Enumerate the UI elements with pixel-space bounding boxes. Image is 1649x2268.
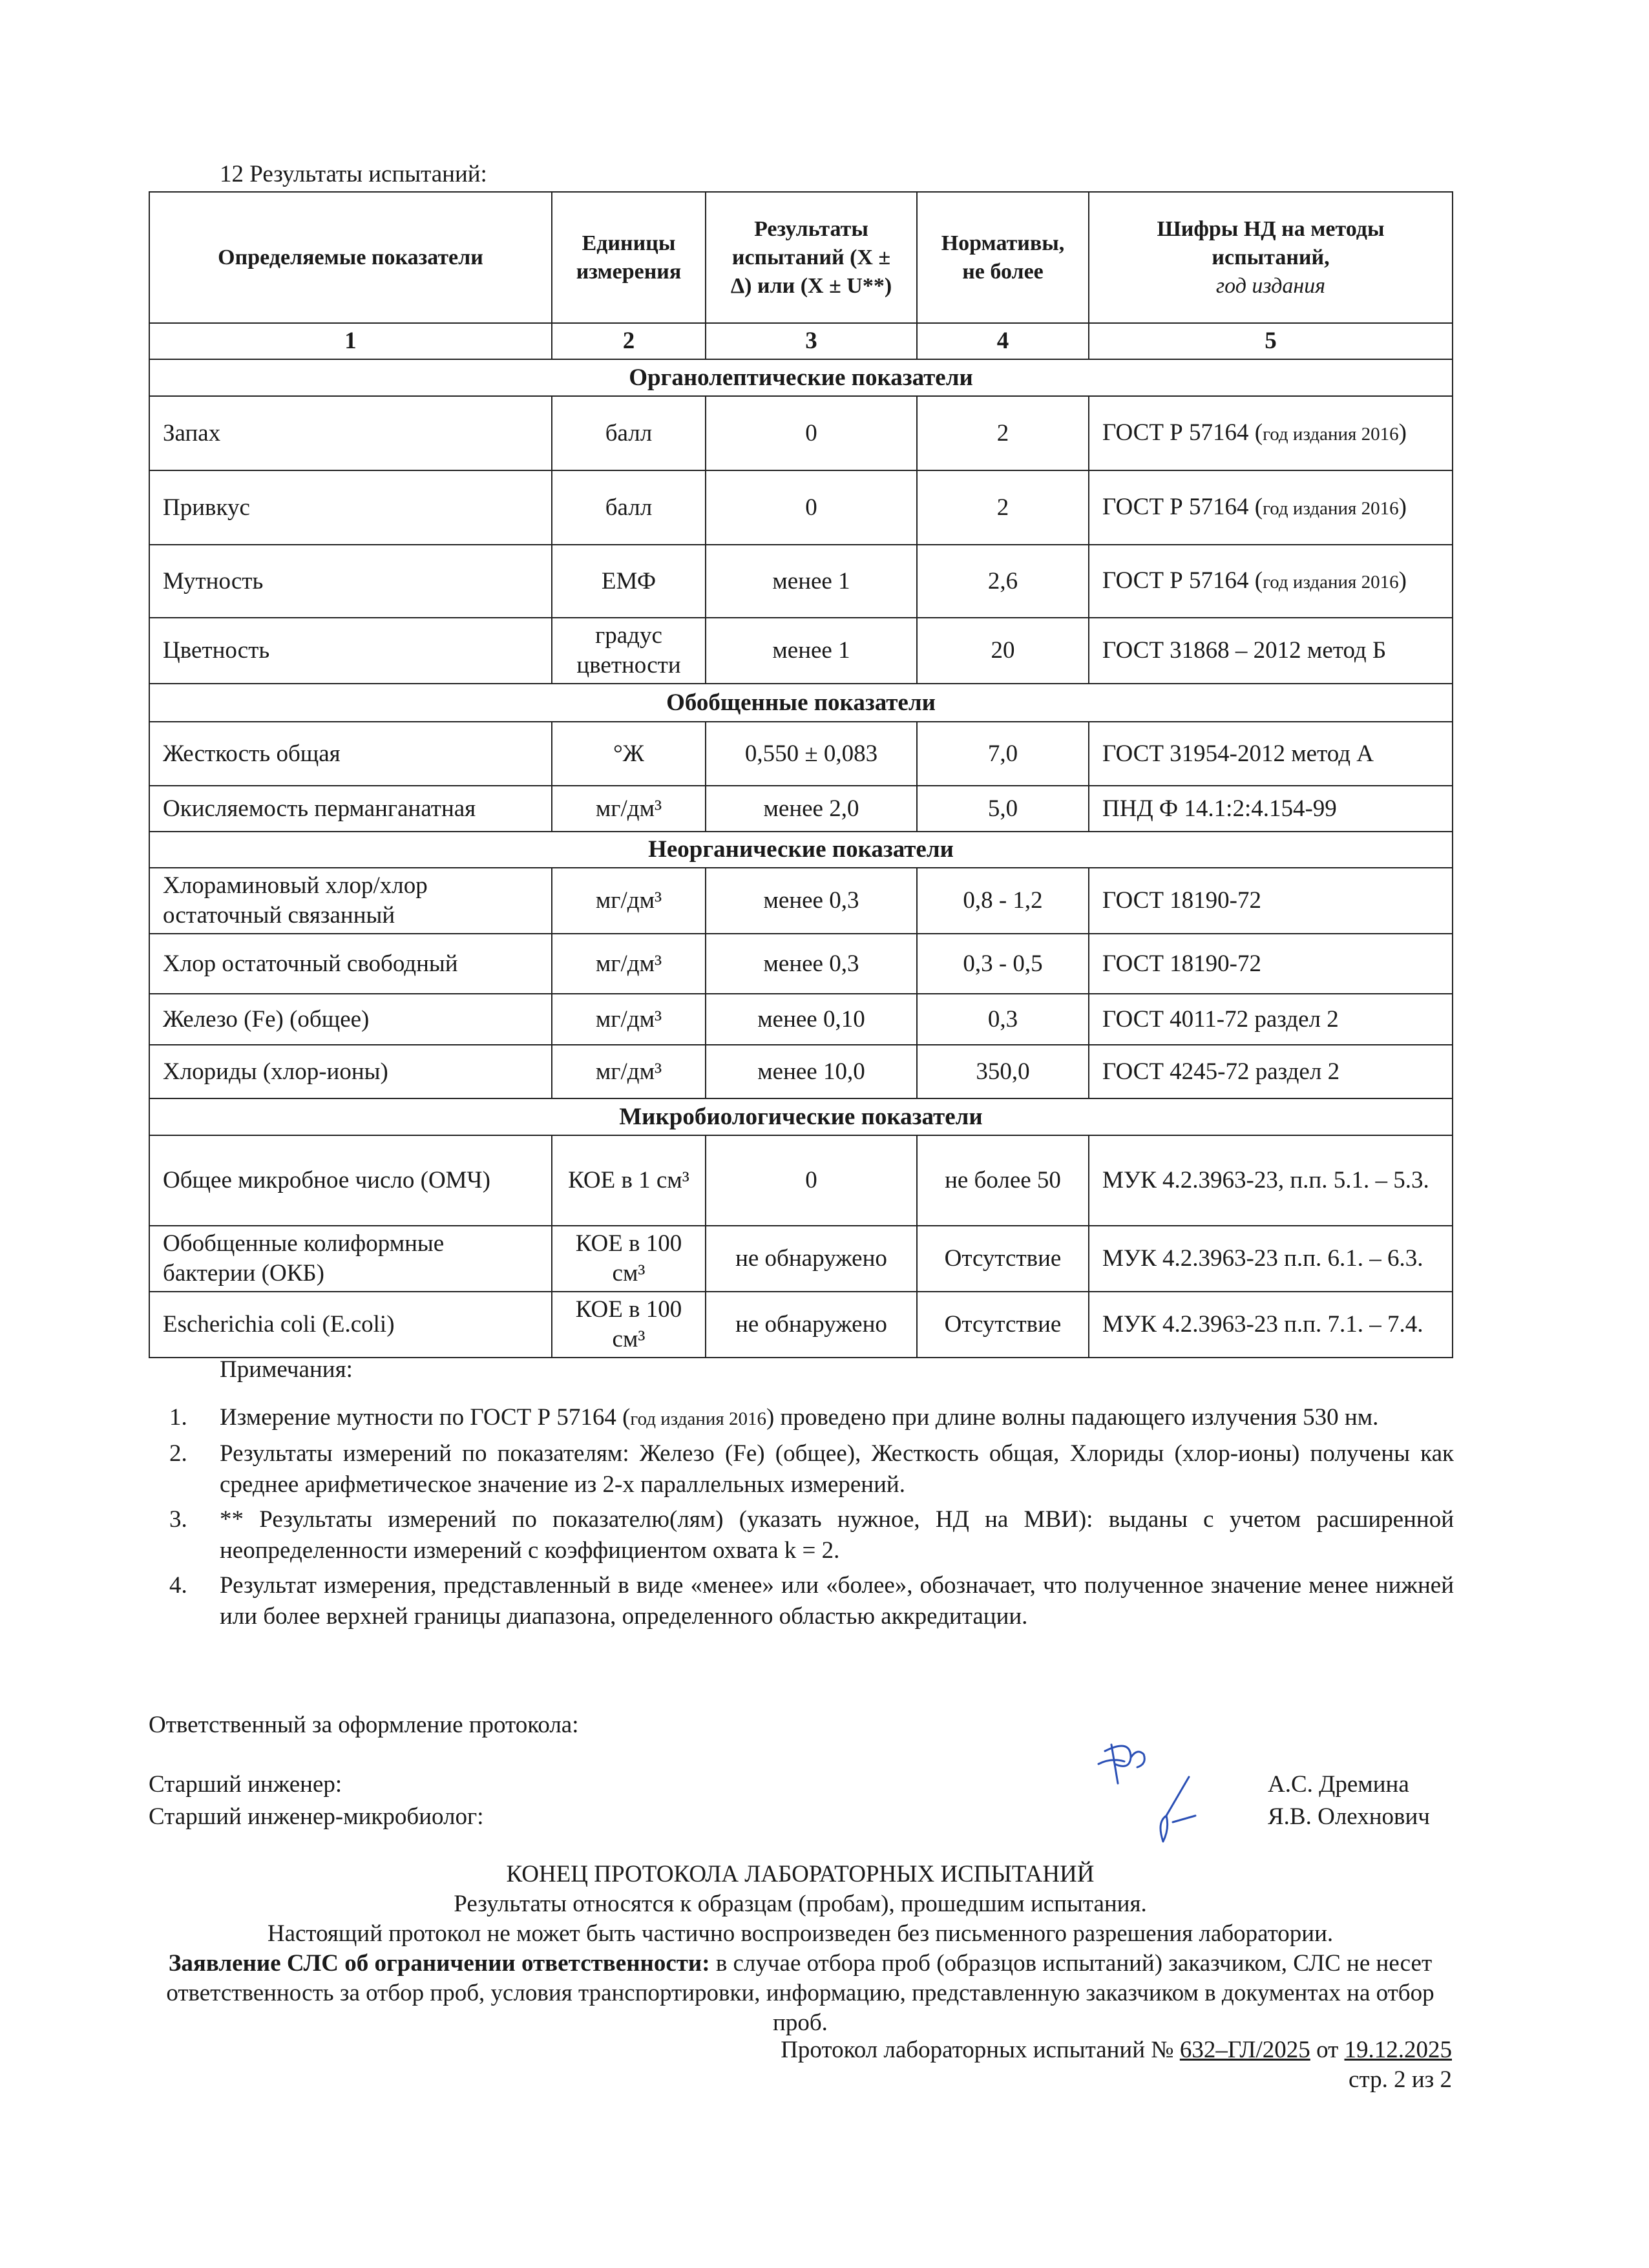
responsible-label: Ответственный за оформление протокола:: [149, 1712, 579, 1738]
col-num: 5: [1089, 323, 1453, 359]
method-text: ГОСТ 31954-2012 метод А: [1102, 740, 1374, 767]
table-row: [149, 934, 1453, 994]
disclaimer-text: в случае отбора проб (образцов испытаний) заказчиком, СЛС не несет ответственность за отбор проб, условия транспортировки, информацию, представленную заказчиком в документах на отбор проб.: [166, 1950, 1434, 2036]
unit: ЕМФ: [552, 545, 706, 618]
column-number-row: [149, 323, 1453, 359]
unit: мг/дм³: [552, 786, 706, 832]
table-row: [149, 618, 1453, 684]
indicator-name: Хлориды (хлор-ионы): [149, 1045, 552, 1098]
result: менее 1: [706, 618, 917, 684]
signer-name-1: А.С. Дремина: [1268, 1771, 1409, 1798]
method-end: ): [1398, 419, 1407, 446]
table-row: [149, 994, 1453, 1045]
method-end: ): [1398, 493, 1407, 520]
result: менее 0,10: [706, 994, 917, 1045]
note-text: Измерение мутности по ГОСТ Р 57164 (: [220, 1404, 631, 1431]
method-text: МУК 4.2.3963-23, п.п. 5.1. – 5.3.: [1102, 1167, 1429, 1193]
footer: [149, 1860, 1452, 2038]
indicator-name: Окисляемость перманганатная: [149, 786, 552, 832]
result: 0: [706, 470, 917, 545]
table-row: [149, 786, 1453, 832]
norm: 0,8 - 1,2: [917, 868, 1089, 934]
protocol-prefix: Протокол лабораторных испытаний №: [781, 2037, 1180, 2063]
note-text: ** Результаты измерений по показателю(лям) (указать нужное, НД на МВИ): выданы с учетом расширенной неопределенности измерений с коэффициентом охвата k = 2.: [220, 1506, 1454, 1564]
result: 0,550 ± 0,083: [706, 722, 917, 786]
section-title: 12 Результаты испытаний:: [220, 161, 487, 187]
method: [1089, 722, 1453, 786]
col-num: 1: [149, 323, 552, 359]
method-end: ): [1398, 567, 1407, 594]
indicator-name: Escherichia coli (E.coli): [149, 1292, 552, 1358]
method: [1089, 396, 1453, 470]
result: менее 0,3: [706, 934, 917, 994]
unit: КОЕ в 100 см³: [552, 1292, 706, 1358]
result: 0: [706, 1135, 917, 1226]
table-row: [149, 868, 1453, 934]
col-num: 4: [917, 323, 1089, 359]
norm: не более 50: [917, 1135, 1089, 1226]
norm: 20: [917, 618, 1089, 684]
header-method-text: Шифры НД на методы испытаний,: [1157, 216, 1385, 269]
section-title: Обобщенные показатели: [149, 684, 1453, 722]
method-text: ГОСТ 4011-72 раздел 2: [1102, 1005, 1339, 1033]
result: не обнаружено: [706, 1226, 917, 1292]
role-microbiologist: Старший инженер-микробиолог:: [149, 1803, 484, 1830]
section-row: [149, 1098, 1453, 1135]
method: [1089, 868, 1453, 934]
method-year: год издания 2016: [1263, 423, 1399, 445]
note-text: Результат измерения, представленный в виде «менее» или «более», обозначает, что полученное значение менее нижней или более верхней границы диапазона, определенного областью аккредитации.: [220, 1572, 1454, 1630]
norm: 2: [917, 470, 1089, 545]
disclaimer: [149, 1949, 1452, 2038]
note-text: Результаты измерений по показателям: Железо (Fe) (общее), Жесткость общая, Хлориды (хлор-ионы) получены как среднее арифметическое значение из 2-х параллельных измерений.: [220, 1440, 1454, 1498]
result: менее 2,0: [706, 786, 917, 832]
protocol-mid: от: [1310, 2037, 1345, 2063]
method-text: МУК 4.2.3963-23 п.п. 6.1. – 6.3.: [1102, 1245, 1423, 1272]
notes-label: Примечания:: [220, 1356, 353, 1383]
method: [1089, 545, 1453, 618]
norm: 350,0: [917, 1045, 1089, 1098]
header-row: [149, 192, 1453, 323]
note-number: 3.: [169, 1506, 187, 1533]
indicator-name: Хлор остаточный свободный: [149, 934, 552, 994]
indicator-name: Жесткость общая: [149, 722, 552, 786]
method: [1089, 934, 1453, 994]
norm: 7,0: [917, 722, 1089, 786]
table-row: [149, 1135, 1453, 1226]
method: [1089, 1292, 1453, 1358]
norm: 5,0: [917, 786, 1089, 832]
result: 0: [706, 396, 917, 470]
method-text: МУК 4.2.3963-23 п.п. 7.1. – 7.4.: [1102, 1311, 1423, 1338]
section-title: Неорганические показатели: [149, 832, 1453, 868]
note-number: 1.: [169, 1404, 187, 1431]
norm: Отсутствие: [917, 1226, 1089, 1292]
norm: 2,6: [917, 545, 1089, 618]
note-item: [162, 1402, 1454, 1434]
method-text: ГОСТ 18190-72: [1102, 950, 1261, 977]
footer-line-1: Результаты относятся к образцам (пробам), прошедшим испытания.: [454, 1891, 1147, 1917]
result: менее 0,3: [706, 868, 917, 934]
unit: мг/дм³: [552, 934, 706, 994]
method: [1089, 1045, 1453, 1098]
method-text: ГОСТ Р 57164 (: [1102, 419, 1263, 446]
footer-line-2: Настоящий протокол не может быть частично воспроизведен без письменного разрешения лаборатории.: [267, 1920, 1334, 1947]
col-num: 2: [552, 323, 706, 359]
header-result: Результаты испытаний (X ± Δ) или (X ± U**): [706, 192, 917, 323]
signer-name-2: Я.В. Олехнович: [1268, 1803, 1430, 1830]
unit: градус цветности: [552, 618, 706, 684]
method-text: ГОСТ Р 57164 (: [1102, 493, 1263, 520]
page-number: стр. 2 из 2: [1349, 2066, 1452, 2093]
table-row: [149, 545, 1453, 618]
note-item: [162, 1504, 1454, 1566]
note-number: 4.: [169, 1572, 187, 1599]
table-row: [149, 396, 1453, 470]
unit: мг/дм³: [552, 868, 706, 934]
indicator-name: Мутность: [149, 545, 552, 618]
protocol-reference: [781, 2035, 1452, 2095]
unit: балл: [552, 396, 706, 470]
section-row: [149, 684, 1453, 722]
table-row: [149, 722, 1453, 786]
header-method-year: год издания: [1215, 273, 1326, 298]
method-text: ГОСТ 4245-72 раздел 2: [1102, 1058, 1340, 1085]
method: [1089, 1135, 1453, 1226]
unit: КОЕ в 100 см³: [552, 1226, 706, 1292]
norm: 0,3 - 0,5: [917, 934, 1089, 994]
signature-image: [1086, 1719, 1254, 1848]
result: менее 10,0: [706, 1045, 917, 1098]
indicator-name: Запах: [149, 396, 552, 470]
method-text: ГОСТ 18190-72: [1102, 887, 1261, 914]
header-method: [1089, 192, 1453, 323]
header-indicator: Определяемые показатели: [149, 192, 552, 323]
method-text: ПНД Ф 14.1:2:4.154-99: [1102, 795, 1337, 822]
indicator-name: Хлораминовый хлор/хлор остаточный связанный: [149, 868, 552, 934]
indicator-name: Общее микробное число (ОМЧ): [149, 1135, 552, 1226]
col-num: 3: [706, 323, 917, 359]
section-title: Микробиологические показатели: [149, 1098, 1453, 1135]
unit: КОЕ в 1 см³: [552, 1135, 706, 1226]
result: не обнаружено: [706, 1292, 917, 1358]
results-table: [149, 191, 1453, 1358]
method-year: год издания 2016: [1263, 498, 1399, 519]
end-of-protocol: КОНЕЦ ПРОТОКОЛА ЛАБОРАТОРНЫХ ИСПЫТАНИЙ: [506, 1861, 1095, 1887]
indicator-name: Обобщенные колиформные бактерии (ОКБ): [149, 1226, 552, 1292]
table-row: [149, 1226, 1453, 1292]
indicator-name: Железо (Fe) (общее): [149, 994, 552, 1045]
norm: 0,3: [917, 994, 1089, 1045]
header-unit: Единицы измерения: [552, 192, 706, 323]
protocol-number: 632–ГЛ/2025: [1179, 2037, 1310, 2063]
header-norm: Нормативы, не более: [917, 192, 1089, 323]
unit: балл: [552, 470, 706, 545]
indicator-name: Цветность: [149, 618, 552, 684]
unit: мг/дм³: [552, 994, 706, 1045]
note-item: [162, 1438, 1454, 1500]
unit: °Ж: [552, 722, 706, 786]
norm: Отсутствие: [917, 1292, 1089, 1358]
note-number: 2.: [169, 1440, 187, 1467]
note-text-end: ) проведено при длине волны падающего излучения 530 нм.: [766, 1404, 1379, 1431]
section-row: [149, 359, 1453, 396]
table-row: [149, 1292, 1453, 1358]
method: [1089, 786, 1453, 832]
table-row: [149, 470, 1453, 545]
indicator-name: Привкус: [149, 470, 552, 545]
method: [1089, 994, 1453, 1045]
protocol-date: 19.12.2025: [1344, 2037, 1452, 2063]
method: [1089, 1226, 1453, 1292]
unit: мг/дм³: [552, 1045, 706, 1098]
method-text: ГОСТ 31868 – 2012 метод Б: [1102, 637, 1387, 664]
method-year: год издания 2016: [1263, 571, 1399, 593]
result: менее 1: [706, 545, 917, 618]
norm: 2: [917, 396, 1089, 470]
method: [1089, 618, 1453, 684]
method-text: ГОСТ Р 57164 (: [1102, 567, 1263, 594]
method: [1089, 470, 1453, 545]
notes-list: [162, 1402, 1454, 1636]
note-item: [162, 1570, 1454, 1632]
role-engineer: Старший инженер:: [149, 1771, 342, 1798]
section-title: Органолептические показатели: [149, 359, 1453, 396]
disclaimer-title: Заявление СЛС об ограничении ответственности:: [168, 1950, 710, 1977]
note-year: год издания 2016: [630, 1409, 766, 1429]
section-row: [149, 832, 1453, 868]
table-row: [149, 1045, 1453, 1098]
